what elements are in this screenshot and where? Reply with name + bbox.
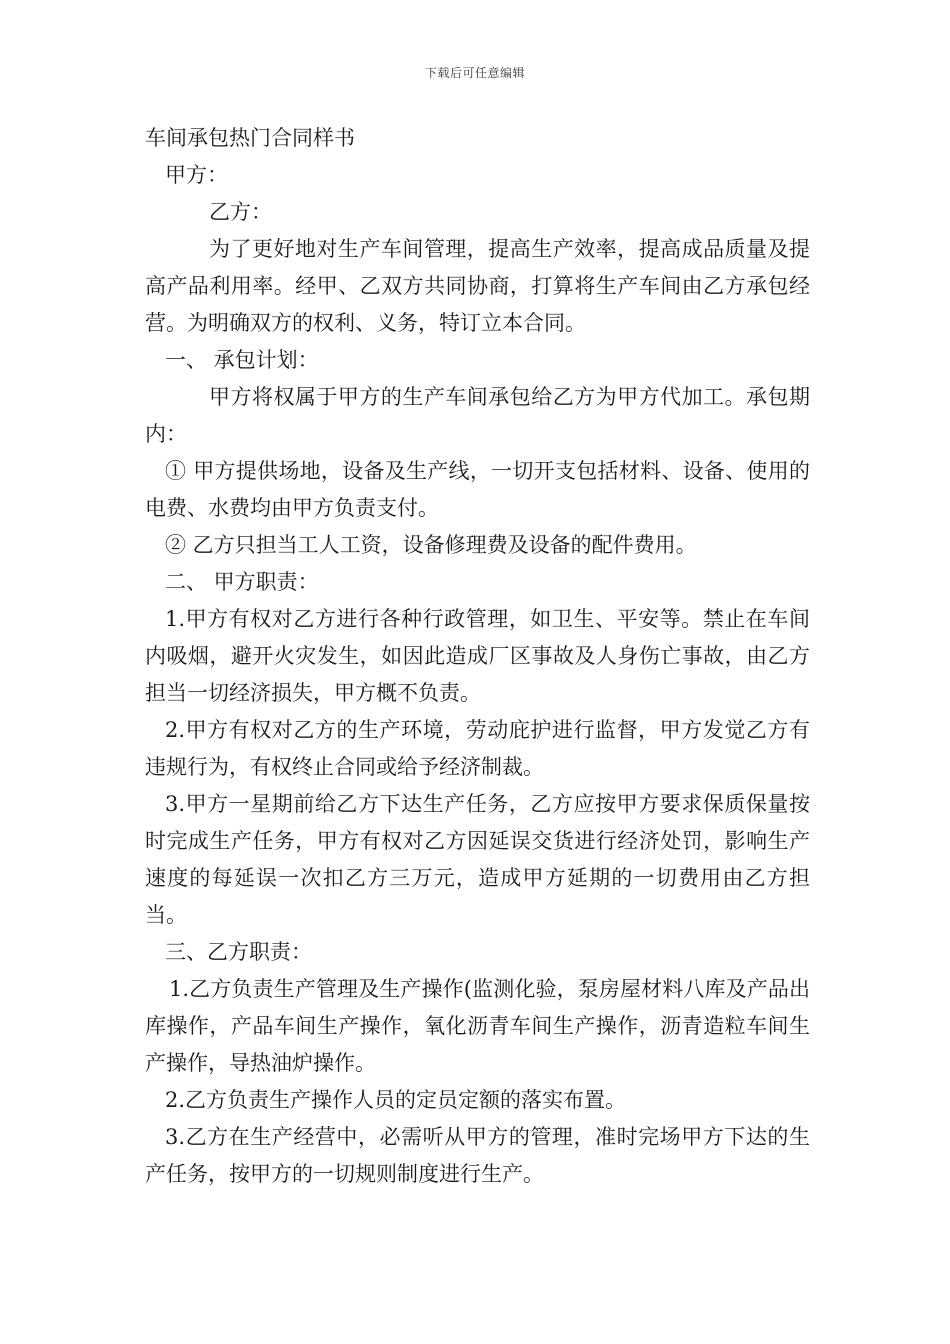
section3-item-1: 1.乙方负责生产管理及生产操作(监测化验，泵房屋材料八库及产品出库操作，产品车间生产操作，氧化沥青车间生产操作，沥青造粒车间生产操作，导热油炉操作。 (145, 977, 810, 1075)
section2-item-2: 2.甲方有权对乙方的生产环境，劳动庇护进行监督，甲方发觉乙方有违规行为，有权终止合同或给予经济制裁。 (145, 718, 810, 779)
party-a-label: 甲方： (165, 163, 228, 187)
section2-item-3: 3.甲方一星期前给乙方下达生产任务，乙方应按甲方要求保质保量按时完成生产任务，甲方有权对乙方因延误交货进行经济处罚，影响生产速度的每延误一次扣乙方三万元，造成甲方延期的一切费用由乙方担当。 (145, 792, 810, 927)
party-b-label: 乙方： (209, 200, 272, 224)
section3-heading: 三、乙方职责： (165, 940, 312, 964)
intro-paragraph: 为了更好地对生产车间管理，提高生产效率，提高成品质量及提高产品利用率。经甲、乙双方共同协商，打算将生产车间由乙方承包经营。为明确双方的权利、义务，特订立本合同。 (145, 237, 810, 335)
section2-heading: 二、 甲方职责： (165, 570, 319, 594)
section3-item-2: 2.乙方负责生产操作人员的定员定额的落实布置。 (165, 1088, 627, 1112)
section2-item-1: 1.甲方有权对乙方进行各种行政管理，如卫生、平安等。禁止在车间内吸烟，避开火灾发生，如因此造成厂区事故及人身伤亡事故，由乙方担当一切经济损失，甲方概不负责。 (145, 607, 810, 705)
document-title: 车间承包热门合同样书 (145, 126, 355, 150)
section1-item-1: ① 甲方提供场地，设备及生产线，一切开支包括材料、设备、使用的电费、水费均由甲方负责支付。 (145, 459, 810, 520)
section1-paragraph: 甲方将权属于甲方的生产车间承包给乙方为甲方代加工。承包期内： (145, 385, 810, 446)
section1-item-2: ② 乙方只担当工人工资，设备修理费及设备的配件费用。 (165, 533, 697, 557)
section1-heading: 一、 承包计划： (165, 348, 319, 372)
document-body (145, 120, 810, 1193)
section3-item-3: 3.乙方在生产经营中，必需听从甲方的管理，准时完场甲方下达的生产任务，按甲方的一切规则制度进行生产。 (145, 1125, 810, 1186)
header-note: 下载后可任意编辑 (424, 66, 525, 80)
